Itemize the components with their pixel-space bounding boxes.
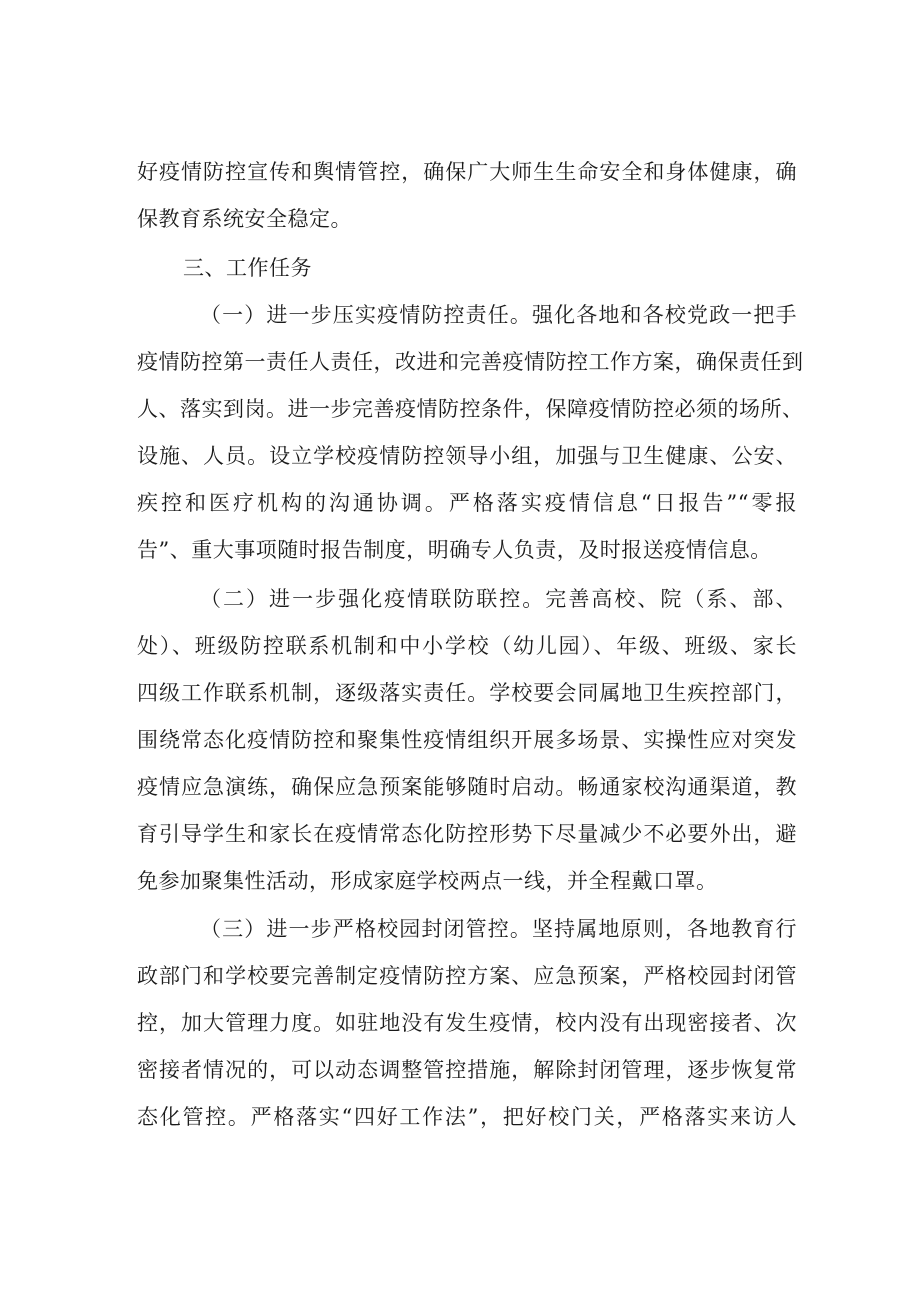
paragraph-2-line-2: 处）、班级防控联系机制和中小学校（幼儿园）、年级、班级、家长 [137,634,797,658]
paragraph-1-line-2: 疫情防控第一责任人责任，改进和完善疫情防控工作方案，确保责任到 [137,350,804,374]
section-heading: 三、工作任务 [183,256,312,280]
paragraph-2-line-1: （二）进一步强化疫情联防联控。完善高校、院（系、部、 [200,587,797,611]
paragraph-3-line-1: （三）进一步严格校园封闭管控。坚持属地原则，各地教育行 [200,917,797,941]
intro-line-1: 好疫情防控宣传和舆情管控，确保广大师生生命安全和身体健康，确 [137,160,797,184]
paragraph-3-line-5: 态化管控。严格落实“四好工作法”，把好校门关，严格落实来访人 [137,1105,797,1129]
paragraph-3-line-2: 政部门和学校要完善制定疫情防控方案、应急预案，严格校园封闭管 [137,964,797,988]
paragraph-2-line-7: 免参加聚集性活动，形成家庭学校两点一线，并全程戴口罩。 [137,869,718,893]
intro-line-2: 保教育系统安全稳定。 [137,207,352,231]
paragraph-3-line-4: 密接者情况的，可以动态调整管控措施，解除封闭管理，逐步恢复常 [137,1058,797,1082]
paragraph-1-line-3: 人、落实到岗。进一步完善疫情防控条件，保障疫情防控必须的场所、 [137,397,804,421]
paragraph-1-line-6: 告”、重大事项随时报告制度，明确专人负责，及时报送疫情信息。 [137,538,772,562]
paragraph-2-line-4: 围绕常态化疫情防控和聚集性疫情组织开展多场景、实操性应对突发 [137,728,797,752]
paragraph-3-line-3: 控，加大管理力度。如驻地没有发生疫情，校内没有出现密接者、次 [137,1011,797,1035]
paragraph-2-line-3: 四级工作联系机制，逐级落实责任。学校要会同属地卫生疾控部门， [137,681,797,705]
paragraph-2-line-5: 疫情应急演练，确保应急预案能够随时启动。畅通家校沟通渠道，教 [137,775,797,799]
paragraph-1-line-1: （一）进一步压实疫情防控责任。强化各地和各校党政一把手 [200,303,797,327]
paragraph-1-line-4: 设施、人员。设立学校疫情防控领导小组，加强与卫生健康、公安、 [137,444,797,468]
paragraph-1-line-5: 疾控和医疗机构的沟通协调。严格落实疫情信息“日报告”“零报 [137,491,797,515]
paragraph-2-line-6: 育引导学生和家长在疫情常态化防控形势下尽量减少不必要外出，避 [137,822,797,846]
